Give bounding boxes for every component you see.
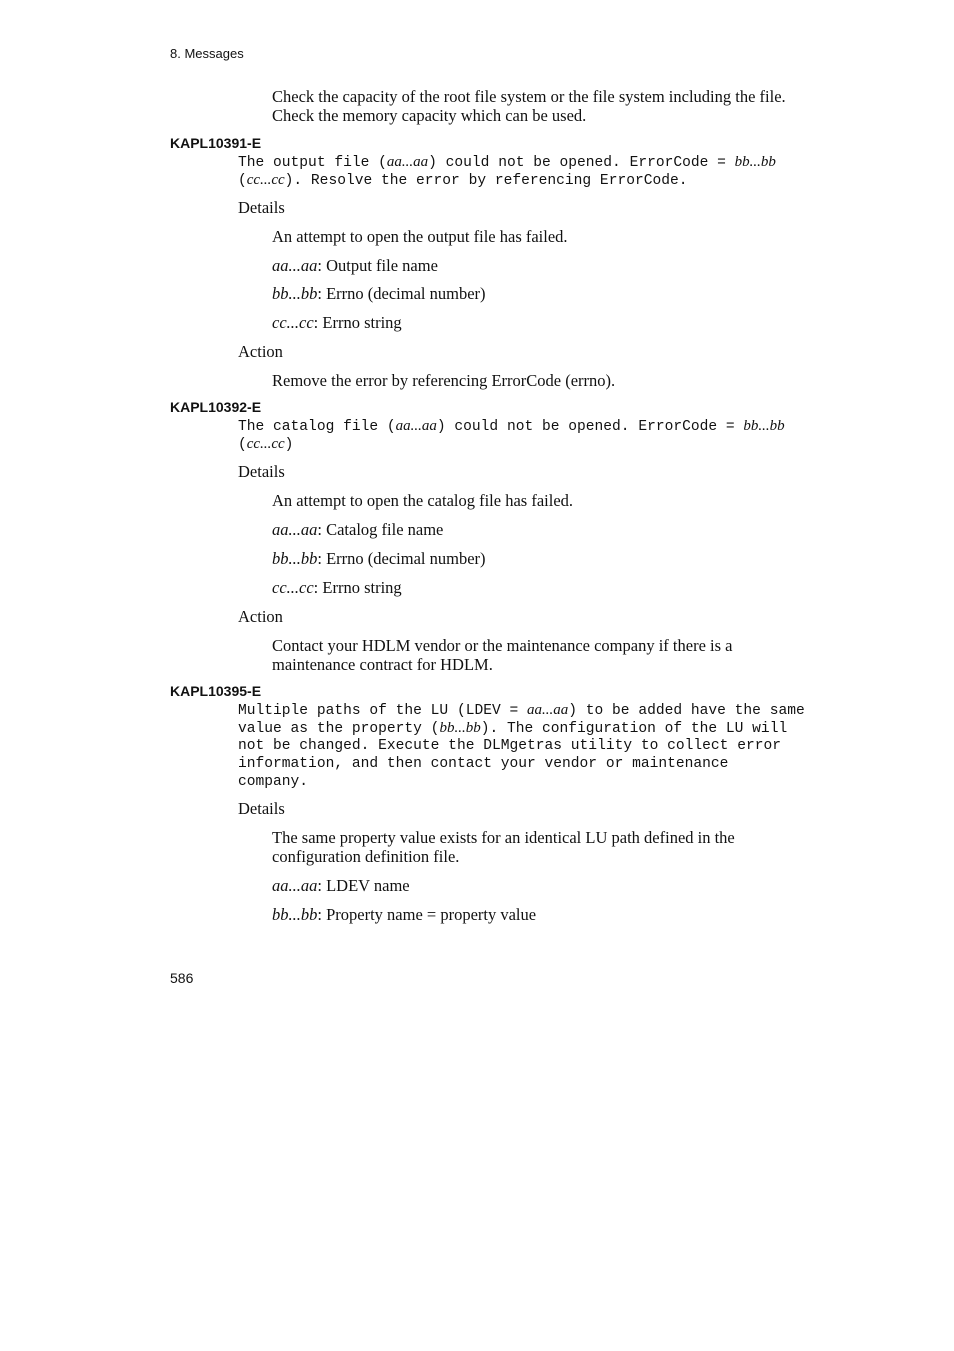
details-text: An attempt to open the output file has failed. [272, 227, 568, 246]
message-text-line: The catalog file (aa...aa) could not be opened. ErrorCode = bb...bb [238, 418, 785, 435]
message-text-line: company. [238, 774, 309, 790]
variable-desc: bb...bb: Errno (decimal number) [272, 284, 486, 303]
action-text-line: Contact your HDLM vendor or the maintenance company if there is a [272, 636, 733, 655]
message-id: KAPL10395-E [170, 683, 262, 699]
message-text-line: The output file (aa...aa) could not be opened. ErrorCode = bb...bb [238, 154, 776, 171]
variable-desc: bb...bb: Errno (decimal number) [272, 549, 486, 568]
variable-desc: aa...aa: Output file name [272, 256, 438, 275]
message-text-line: value as the property (bb...bb). The configuration of the LU will [238, 720, 788, 737]
variable-desc: aa...aa: LDEV name [272, 876, 410, 895]
variable-desc: cc...cc: Errno string [272, 313, 402, 332]
action-label: Action [238, 342, 283, 361]
details-text-line: configuration definition file. [272, 847, 460, 866]
intro-line-2: Check the memory capacity which can be used. [272, 106, 587, 125]
message-text-line: not be changed. Execute the DLMgetras utility to collect error [238, 738, 781, 754]
intro-line-1: Check the capacity of the root file system or the file system including the file. [272, 87, 786, 106]
message-text-line: information, and then contact your vendor or maintenance [238, 756, 729, 772]
details-text: An attempt to open the catalog file has failed. [272, 491, 574, 510]
message-text-line: (cc...cc) [238, 436, 294, 453]
action-text-line: maintenance contract for HDLM. [272, 655, 493, 674]
message-text-line: Multiple paths of the LU (LDEV = aa...aa) to be added have the same [238, 702, 805, 719]
page-number: 586 [170, 970, 194, 986]
variable-desc: bb...bb: Property name = property value [272, 905, 537, 924]
variable-desc: cc...cc: Errno string [272, 578, 402, 597]
running-header: 8. Messages [170, 46, 244, 61]
variable-desc: aa...aa: Catalog file name [272, 520, 444, 539]
details-label: Details [238, 799, 285, 818]
details-label: Details [238, 462, 285, 481]
details-text-line: The same property value exists for an identical LU path defined in the [272, 828, 735, 847]
message-id: KAPL10392-E [170, 399, 262, 415]
message-id: KAPL10391-E [170, 135, 262, 151]
message-text-line: (cc...cc). Resolve the error by referencing ErrorCode. [238, 172, 688, 189]
details-label: Details [238, 198, 285, 217]
action-text: Remove the error by referencing ErrorCode (errno). [272, 371, 616, 390]
action-label: Action [238, 607, 283, 626]
